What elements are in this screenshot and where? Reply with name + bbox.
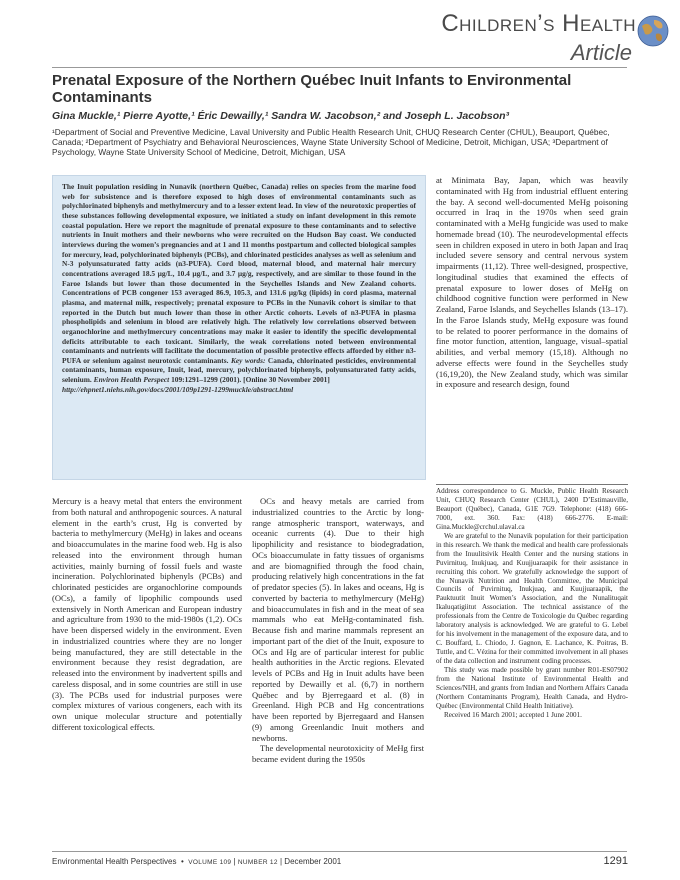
article-authors: Gina Muckle,¹ Pierre Ayotte,¹ Éric Dewailly,¹ Sandra W. Jacobson,² and Joseph L. Jacobson³ xyxy=(52,110,510,122)
key-words: Canada, chlorinated pesticides, environmental contaminants, human exposure, Inuit, lead, mercury, polychlorinated biphenyls, polyunsaturated fatty acids, selenium. xyxy=(62,355,416,385)
article-title: Prenatal Exposure of the Northern Québec Inuit Infants to Environmental Contaminants xyxy=(52,72,572,106)
abstract-url-link[interactable]: http://ehpnet1.niehs.nih.gov/docs/2001/109p1291-1299muckle/abstract.html xyxy=(62,384,294,394)
header-rule xyxy=(52,67,627,68)
footer-rule xyxy=(52,851,627,852)
key-words-label: Key words: xyxy=(230,355,266,365)
footer-number: NUMBER 12 xyxy=(237,859,278,866)
body-column-right-top xyxy=(436,175,628,485)
funding-note: This study was made possible by grant number R01-ES07902 from the National Institute of Environmental Health and Sciences/NIH, and grants from Indian and Northern Affairs Canada (Northern Contaminants Program), Health Canada, and Hydro-Québec (Environmental Child Health Initiative). xyxy=(436,666,628,710)
page-number: 1291 xyxy=(603,855,628,867)
abstract-box xyxy=(52,175,426,480)
section-title: Children’s Health xyxy=(441,10,636,37)
footer-journal: Environmental Health Perspectives xyxy=(52,857,177,866)
notes-rule xyxy=(436,484,628,485)
body-paragraph: OCs and heavy metals are carried from industrialized countries to the Arctic by long-range atmospheric transport, waterways, and oceanic currents (4). Due to their high lipophilicity and resistance to biodegradation, OCs bioaccumulate in fatty tissues of organisms and are biomagnified through the food chain, producing relatively high concentrations in the fat of predator species (5). In lakes and oceans, Hg is converted by bacteria to methylmercury (MeHg) and bioaccumulates in fish and in the meat of sea mammals who eat MeHg-contaminated fish. Because fish and marine mammals represent an important part of the diet of the Inuit, exposure to OCs and Hg are of particular interest for public health authorities in the Arctic regions. Elevated levels of PCBs and Hg in Inuit adults have been reported by Dewailly et al. (6,7) in northern Québec and by Bjerregaard et al. (8) in Greenland. High PCB and Hg concentrations have been reported by Bjerregaard and Hansen (9) among Greenlandic Inuit mothers and newborns. xyxy=(252,496,424,743)
citation-detail: 109:1291–1299 (2001). [Online 30 November 2001] xyxy=(171,375,330,385)
body-paragraph: Mercury is a heavy metal that enters the environment from both natural and anthropogenic sources. A natural element in the earth’s crust, Hg is converted by bacteria to methylmercury (MeHg) in lakes and oceans and bioaccumulates in the marine food web. Hg is also released into the environment through human activities, mainly burning of fossil fuels and waste incineration. Polychlorinated biphenyls (PCBs) and chlorinated pesticides are organochlorine compounds (OCs), a family of lipophilic compounds used extensively in North American and European industry and agriculture from 1930 to the mid-1980s (1,2). OCs have been dispersed widely in the environment. Even in industrialized countries where they are no longer being manufactured, they are still detectable in the environment because they resist degradation, are released into the environment by inadvertent spills and careless disposal, and in some countries are still in use (3). The PCBs used for industrial purposes were complex mixtures of various congeners, each with its own unique molecular structure and potentially different toxicological effects. xyxy=(52,496,242,732)
body-paragraph: at Minimata Bay, Japan, which was heavily contaminated with Hg from industrial effluent entering the bay. A second well-documented MeHg poisoning occurred in Iraq in the 1970s when seed grain contaminated with a MeHg fungicide was used to make homemade bread (10). The neurodevelopmental effects seen in children exposed in utero in both Japan and Iraq included severe sensory and central nervous system impairments (11,12). Three well-designed, prospective, longitudinal studies that examined the effects of prenatal exposure to lower doses of MeHg on childhood cognitive function were performed in New Zealand, Faroe Islands, and Seychelles Islands (13–17). In the Faroe Islands study, MeHg exposure was found to be related to poorer performance in the domains of fine motor function, attention, language, visual–spatial abilities, and verbal memory (15,18). Although no adverse effects were found in the Seychelles study (16,19,20), the New Zealand study, which was similar in exposure and research design, found xyxy=(436,175,628,390)
author-notes xyxy=(436,484,628,836)
abstract-body: The Inuit population residing in Nunavik (northern Québec, Canada) relies on species from the marine food web for subsistence and is therefore exposed to high doses of environmental contaminants such as polychlorinated biphenyls and methylmercury and to a lesser extent lead. In view of the neurotoxic properties of these substances following developmental exposure, we initiated a study on infant development in this remote coastal population. Here we report the magnitude of prenatal exposure to these contaminants and to selective nutrients in Inuit mothers and their newborns who were recruited on the Hudson Bay coast. We conducted interviews during the women’s pregnancies and at 1 and 11 months postpartum and collected biological samples for mercury, lead, polychlorinated biphenyls (PCBs), and chlorinated pesticides analyses as well as selenium and N-3 polyunsaturated fatty acids (n3-PUFA). Cord blood, maternal blood, and maternal hair mercury concentrations averaged 18.5 µg/L, 10.4 µg/L, and 3.7 µg/g, respectively, and are similar to those found in the Faroe Islands but lower than those documented in the Seychelles Islands and New Zealand cohorts. Concentrations of PCB congener 153 averaged 86.9, 105.3, and 131.6 µg/kg (lipids) in cord plasma, maternal plasma, and maternal milk, respectively; prenatal exposure to PCBs in the Nunavik cohort is similar to that reported in the Dutch but much lower than those in other Arctic cohorts. Levels of n3-PUFA in plasma phospholipids and selenium in blood are relatively high. The relatively low correlations observed between organochlorine and methylmercury concentrations may make it easier to identify the specific developmental deficits attributable to each toxicant. Similarly, the weak correlations noted between environmental contaminants and nutrients will facilitate the documentation of possible protective effects afforded by either n3-PUFA or selenium against neurotoxic contaminants. xyxy=(62,182,416,365)
received-date: Received 16 March 2001; accepted 1 June 2001. xyxy=(444,710,582,719)
body-column-2 xyxy=(252,496,424,836)
body-column-1 xyxy=(52,496,242,836)
correspondence-note: Address correspondence to G. Muckle, Public Health Research Unit, CHUQ Research Center (CHUL), 2400 D’Estimauville, Beauport (Québec), Canada, G1E 7G9. Telephone: (418) 666-7000, ext. 360. Fax: (418) 666-2776. E-mail: Gina.Muckle@crchul.ulaval.ca xyxy=(436,487,628,531)
body-paragraph: The developmental neurotoxicity of MeHg first became evident during the 1950s xyxy=(252,743,424,764)
globe-icon xyxy=(636,14,670,48)
journal-footer: Environmental Health Perspectives • VOLUME 109 | NUMBER 12 | December 2001 xyxy=(52,857,342,866)
section-subtitle: Article xyxy=(570,40,632,65)
masthead xyxy=(420,10,670,68)
citation-journal: Environ Health Perspect xyxy=(93,375,170,385)
acknowledgments: We are grateful to the Nunavik population for their participation in this research. We thank the medical and health care professionals from the Inuulitsivik Health Center and the nursing stations in Puvirnituq, Inukjuaq, and Kuujjuaraapik for their assistance in recruiting this cohort. We gratefully acknowledge the support of the Nunavik Nutrition and Health Committee, the Municipal Councils of Puvirnituq, Inukjuaq, and Kuujjuaraapik, the Pauktuutit Inuit Women’s Association, and the Nunalituqait Ikaluqatigiitut Association. The technical assistance of the professionals from the Centre de Toxicologie du Québec regarding laboratory analysis is acknowledged. We are grateful to G. Lebel for his involvement in the management of the exposure data, and to C. Bouffard, L. Chiodo, J. Gagnon, E. Lachance, K. Poitras, B. Tuttle, and C. Vézina for their committed involvement in all phases of the data collection and instrument coding processes. xyxy=(436,531,628,666)
footer-volume: VOLUME 109 xyxy=(188,859,232,866)
footer-date: December 2001 xyxy=(284,857,342,866)
author-affiliations: ¹Department of Social and Preventive Medicine, Laval University and Public Health Research Unit, CHUQ Research Center (CHUL), Beauport, Québec, Canada; ²Department of Psychiatry and Behavioral Neurosciences, Wayne State University School of Medicine, Detroit, Michigan, USA; ³Department of Psychology, Wayne State University School of Medicine, Detroit, Michigan, USA xyxy=(52,127,610,157)
